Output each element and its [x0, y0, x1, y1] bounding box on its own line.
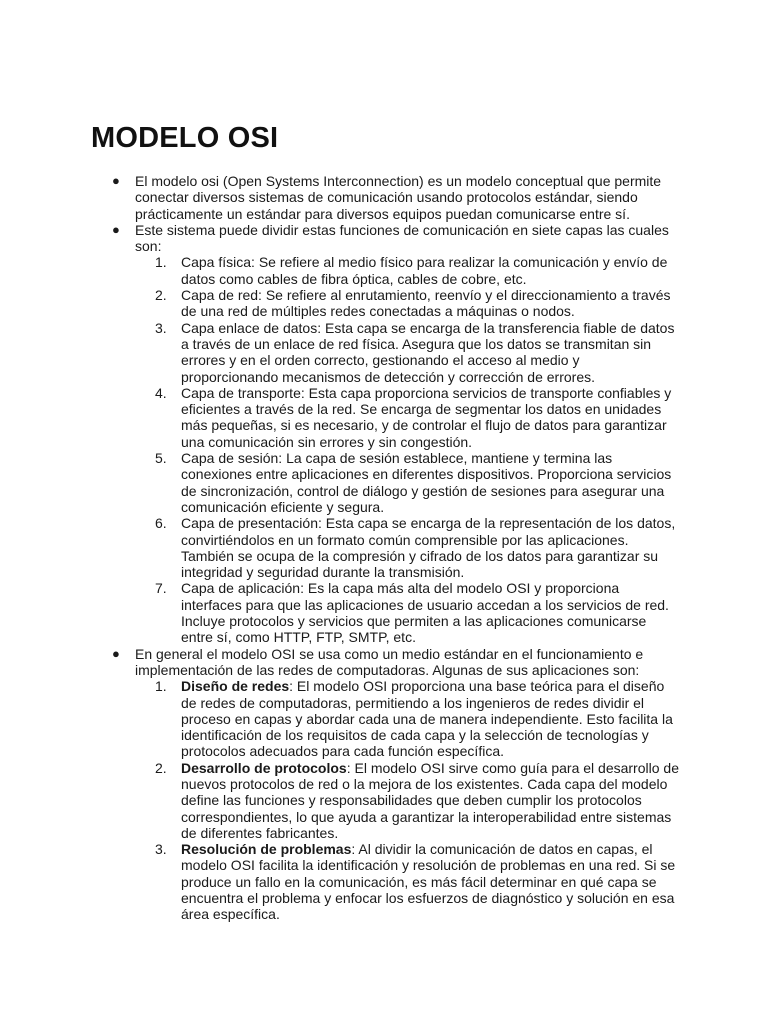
bullet-text: El modelo osi (Open Systems Interconnection) es un modelo conceptual que permite conectar diversos sistemas de comunicación usando protocolos estándar, siendo prácticamente un estándar para diversos equipos puedan comunicarse entre sí. — [135, 173, 662, 222]
list-item-text: : Al dividir la comunicación de datos en capas, el modelo OSI facilita la identificación y resolución de problemas en una red. Si se produce un fallo en la comunicación, es más fácil determinar en qué capa se encuentra el problema y enfocar los esfuerzos de diagnóstico y solución en esa área específica. — [181, 841, 676, 923]
list-number: 2. — [155, 759, 167, 776]
list-item-text: Capa de aplicación: Es la capa más alta del modelo OSI y proporciona interfaces para que las aplicaciones de usuario accedan a los servicios de red. Incluye protocolos y servicios que permiten a las aplicaciones comunicarse entre sí, como HTTP, FTP, SMTP, etc. — [181, 580, 669, 646]
list-item-text: Capa de sesión: La capa de sesión establece, mantiene y termina las conexiones entre aplicaciones en diferentes dispositivos. Proporciona servicios de sincronización, control de diálogo y gestión de sesiones para asegurar una comunicación eficiente y segura. — [181, 450, 672, 515]
list-item — [0, 841, 680, 922]
list-number: 6. — [155, 515, 167, 532]
osi-applications-list — [0, 678, 768, 922]
bullet-item — [0, 646, 680, 679]
list-number: 3. — [155, 319, 167, 336]
list-item — [0, 515, 680, 580]
list-number: 4. — [155, 384, 167, 401]
bullet-item — [0, 173, 680, 222]
list-item-text: Capa de presentación: Esta capa se encarga de la representación de los datos, convirtiéndolos en un formato común comprensible por las aplicaciones. También se ocupa de la compresión y cifrado de los datos para garantizar su integridad y seguridad durante la transmisión. — [181, 515, 676, 581]
list-item — [0, 287, 680, 320]
list-item-text: Capa física: Se refiere al medio físico para realizar la comunicación y envío de datos como cables de fibra óptica, cables de cobre, etc. — [181, 254, 668, 287]
list-item-heading: Diseño de redes — [181, 678, 290, 695]
list-item — [0, 580, 680, 645]
list-item — [0, 760, 680, 841]
list-number: 3. — [155, 841, 167, 858]
list-item — [0, 385, 680, 450]
bullet-item — [0, 222, 680, 255]
list-item-text: Capa de transporte: Esta capa proporciona servicios de transporte confiables y eficientes a través de la red. Se encarga de segmentar los datos en unidades más pequeñas, si es necesario, y de controlar el flujo de datos para garantizar una comunicación sin errores y sin congestión. — [181, 384, 672, 450]
list-item — [0, 678, 680, 759]
bullet-dot-icon: ● — [112, 645, 120, 661]
list-item-heading: Resolución de problemas — [181, 841, 352, 858]
list-number: 1. — [155, 254, 167, 271]
list-number: 2. — [155, 287, 167, 304]
list-item-text: Capa enlace de datos: Esta capa se encarga de la transferencia fiable de datos a través de un enlace de red física. Asegura que los datos se transmitan sin errores y en el orden correcto, gestionando el acceso al medio y proporcionando mecanismos de detección y corrección de errores. — [181, 319, 675, 385]
list-item-text: : El modelo OSI proporciona una base teórica para el diseño de redes de computadoras, permitiendo a los ingenieros de redes dividir el proceso en capas y abordar cada una de manera independiente. Esto facilita la identificación de los requisitos de cada capa y la selección de tecnologías y protocolos adecuados para cada función específica. — [181, 678, 673, 760]
list-number: 1. — [155, 678, 167, 695]
list-item — [0, 320, 680, 385]
list-number: 5. — [155, 450, 167, 467]
bullet-dot-icon: ● — [112, 221, 120, 237]
list-number: 7. — [155, 580, 167, 597]
list-item — [0, 254, 680, 287]
bullet-dot-icon: ● — [112, 173, 120, 188]
osi-layers-list — [0, 254, 768, 645]
list-item-heading: Desarrollo de protocolos — [181, 759, 347, 776]
document-body — [0, 173, 768, 923]
page-title: MODELO OSI — [91, 122, 279, 154]
list-item-text: Capa de red: Se refiere al enrutamiento, reenvío y el direccionamiento a través de una red de múltiples redes conectadas a máquinas o nodos. — [181, 287, 671, 320]
list-item — [0, 450, 680, 515]
list-item-text: : El modelo OSI sirve como guía para el desarrollo de nuevos protocolos de red o la mejora de los existentes. Cada capa del modelo define las funciones y responsabilidades que deben cumplir los protocolos correspondientes, lo que ayuda a garantizar la interoperabilidad entre sistemas de diferentes fabricantes. — [181, 759, 679, 841]
bullet-text: Este sistema puede dividir estas funciones de comunicación en siete capas las cuales son: — [135, 221, 669, 255]
bullet-text: En general el modelo OSI se usa como un medio estándar en el funcionamiento e implementación de las redes de computadoras. Algunas de sus aplicaciones son: — [135, 645, 644, 678]
